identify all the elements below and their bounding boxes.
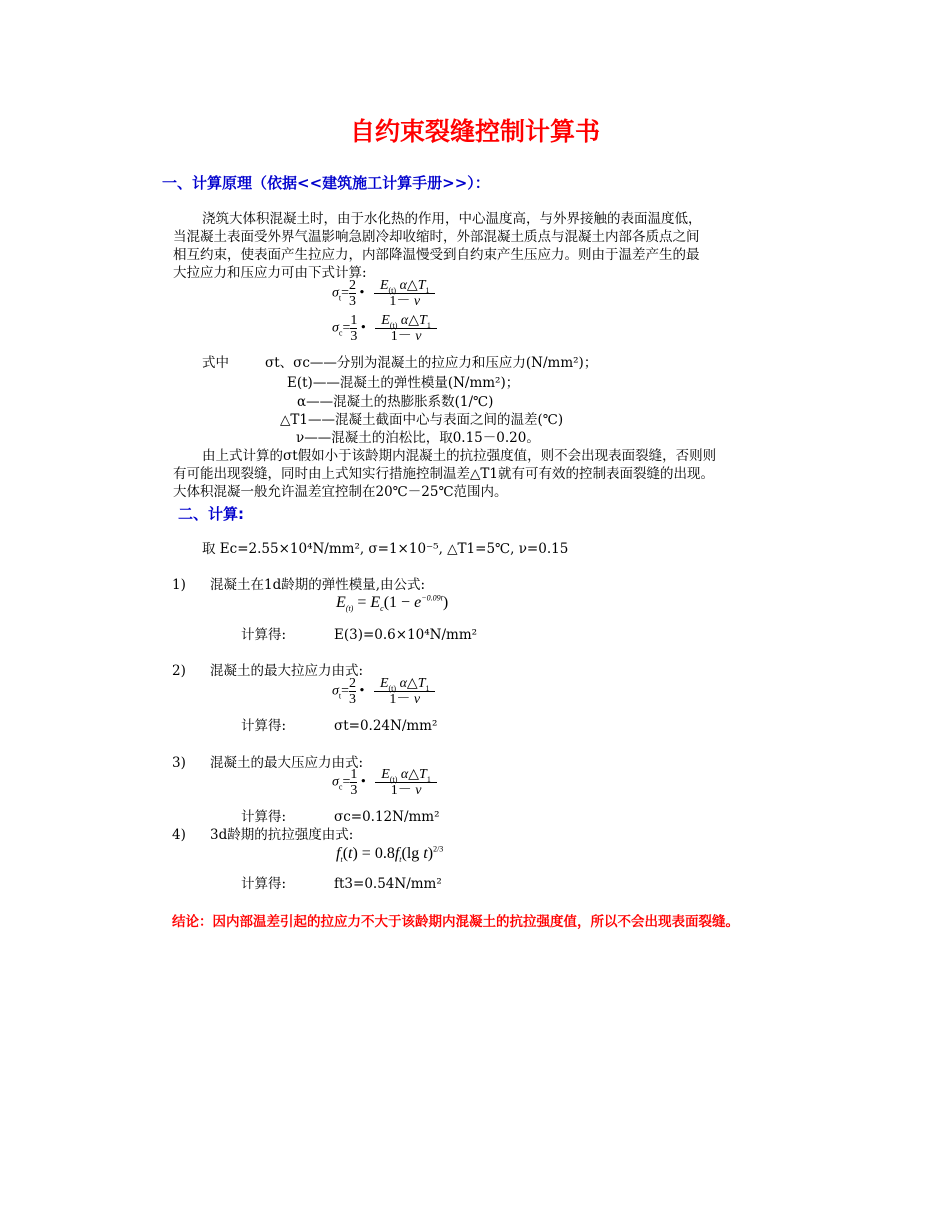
- step-2-result: σt=0.24N/mm²: [334, 718, 438, 734]
- definition-elastic-modulus: E(t)——混凝土的弹性模量(N/mm²)；: [287, 375, 520, 391]
- principle-line-2: 当混凝土表面受外界气温影响急剧冷却收缩时，外部混凝土质点与混凝土内部各质点之间: [173, 229, 700, 245]
- step-4-result-label: 计算得:: [241, 876, 287, 892]
- principle-line-4: 大拉应力和压应力可由下式计算:: [173, 265, 367, 281]
- definition-alpha: α——混凝土的热膨胀系数(1/℃): [297, 394, 494, 410]
- conclusion: 结论：因内部温差引起的拉应力不大于该龄期内混凝土的抗拉强度值，所以不会出现表面裂缝。: [172, 914, 739, 930]
- step-3-text: 混凝土的最大压应力由式:: [210, 755, 364, 771]
- formula-max-compressive-stress: $\sigma_c=$ $\frac{1}{3}$ • $\frac{E_{(t)} \alpha\triangle T_1}{1- \nu}$: [332, 767, 437, 798]
- given-parameters: 取 Ec=2.55×10⁴N/mm², σ=1×10⁻⁵, △T1=5℃, ν=0.15: [202, 541, 569, 557]
- page-title: 自约束裂缝控制计算书: [349, 117, 600, 146]
- formula-tensile-strength: $f_t(t) = 0.8f_t(\lg$ t)$^{2/3}$: [336, 844, 444, 865]
- formula-elastic-modulus: $E_{(t)} = E_c(1 - e^{-0.09t})$: [336, 593, 449, 614]
- step-2-text: 混凝土的最大拉应力由式:: [210, 663, 364, 679]
- step-1-result-label: 计算得:: [241, 627, 287, 643]
- step-2-result-label: 计算得:: [241, 718, 287, 734]
- step-4-number: 4): [172, 827, 186, 843]
- note-line-2: 有可能出现裂缝，同时由上式知实行措施控制温差△T1就有可有效的控制表面裂缝的出现。: [173, 466, 714, 482]
- step-1-result: E(3)=0.6×10⁴N/mm²: [334, 627, 478, 643]
- step-1-text: 混凝土在1d龄期的弹性模量,由公式:: [210, 577, 426, 593]
- principle-line-3: 相互约束，使表面产生拉应力，内部降温慢受到自约束产生压应力。则由于温差产生的最: [173, 247, 700, 263]
- definition-poisson: ν——混凝土的泊松比，取0.15－0.20。: [296, 430, 540, 446]
- note-line-3: 大体积混凝一般允许温差宜控制在20℃－25℃范围内。: [173, 484, 508, 500]
- formula-tensile-stress: $\sigma_t=$ $\frac{2}{3}$ • $\frac{E_{(t)} \alpha\triangle T_1}{1- \nu}$: [332, 278, 435, 309]
- step-1-number: 1): [172, 577, 186, 593]
- definition-delta-t: △T1——混凝土截面中心与表面之间的温差(℃): [280, 412, 564, 428]
- section-1-heading: 一、计算原理（依据<<建筑施工计算手册>>）：: [162, 174, 490, 192]
- step-4-result: ft3=0.54N/mm²: [334, 876, 442, 892]
- formula-compressive-stress: $\sigma_c=$ $\frac{1}{3}$ • $\frac{E_{(t)} \alpha\triangle T_1}{1- \nu}$: [332, 313, 437, 344]
- step-3-number: 3): [172, 755, 186, 771]
- formula-max-tensile-stress: $\sigma_t=$ $\frac{2}{3}$ • $\frac{E_{(t)} \alpha\triangle T_1}{1- \nu}$: [332, 676, 435, 707]
- principle-line-1: 浇筑大体积混凝土时，由于水化热的作用，中心温度高，与外界接触的表面温度低，: [202, 211, 702, 227]
- step-3-result: σc=0.12N/mm²: [334, 809, 440, 825]
- step-3-result-label: 计算得:: [241, 809, 287, 825]
- step-2-number: 2): [172, 663, 186, 679]
- definition-sigma: σt、σc——分别为混凝土的拉应力和压应力(N/mm²)；: [265, 355, 598, 371]
- section-2-heading: 二、计算:: [178, 505, 244, 523]
- note-line-1: 由上式计算的σt假如小于该龄期内混凝土的抗拉强度值，则不会出现表面裂缝，否则则: [202, 448, 717, 464]
- step-4-text: 3d龄期的抗拉强度由式:: [210, 827, 354, 843]
- where-label: 式中: [202, 355, 229, 371]
